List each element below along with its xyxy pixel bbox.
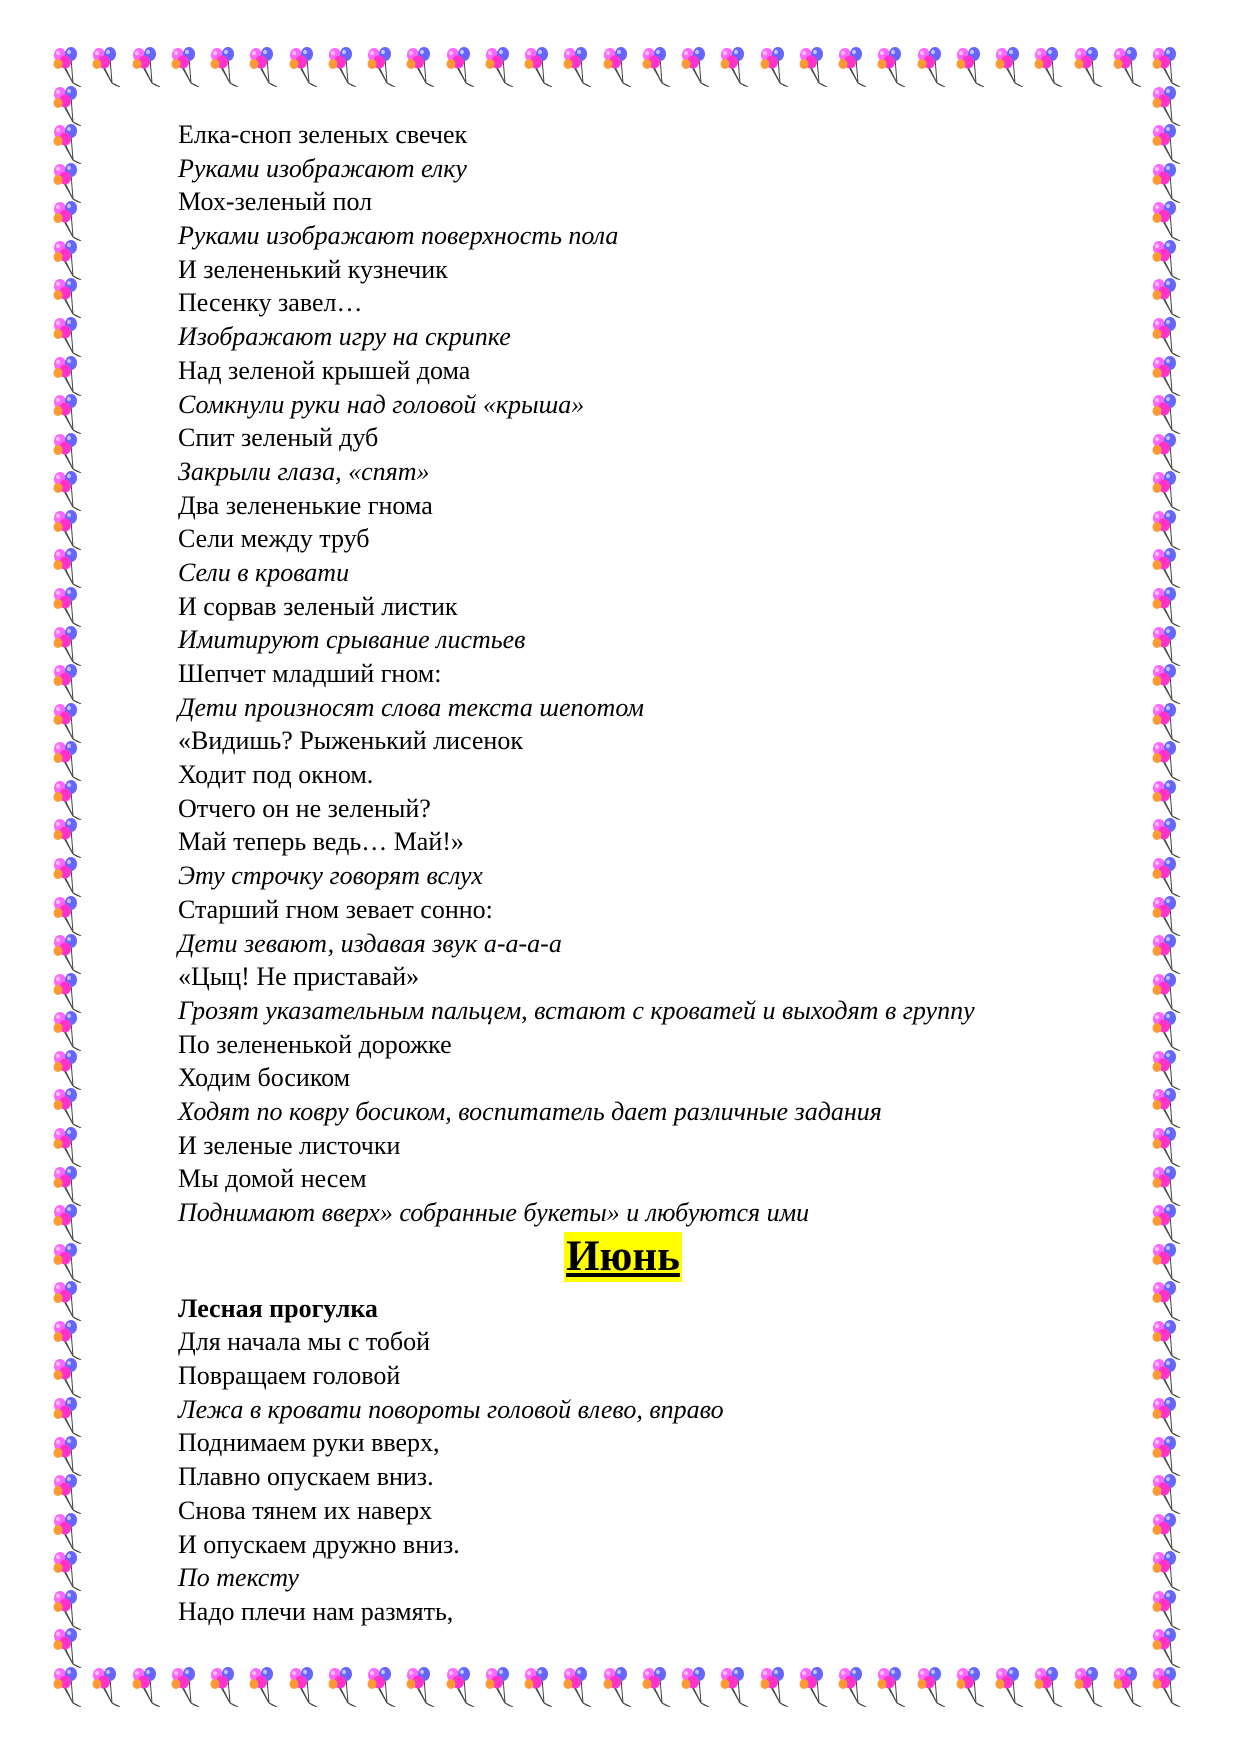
balloons-icon	[1150, 1667, 1184, 1707]
balloons-icon	[51, 1436, 85, 1476]
balloons-icon	[1150, 896, 1184, 936]
balloons-icon	[1150, 1127, 1184, 1167]
balloons-icon	[954, 1667, 988, 1707]
balloons-icon	[1150, 1474, 1184, 1514]
poem-section-2	[178, 1325, 1098, 1628]
balloons-icon	[797, 47, 831, 87]
balloons-icon	[247, 47, 281, 87]
verse-line: Ходит под окном.	[178, 760, 374, 790]
balloons-icon	[130, 47, 164, 87]
balloons-icon	[51, 1011, 85, 1051]
balloons-icon	[51, 240, 85, 280]
balloons-icon	[51, 1590, 85, 1630]
balloons-icon	[51, 1667, 85, 1707]
verse-line: «Видишь? Рыженький лисенок	[178, 726, 523, 756]
instruction-line: Эту строчку говорят вслух	[178, 861, 483, 891]
verse-line: Надо плечи нам размять,	[178, 1596, 454, 1626]
balloons-icon	[326, 47, 360, 87]
balloons-icon	[1150, 471, 1184, 511]
balloons-icon	[404, 1667, 438, 1707]
instruction-line: Имитируют срывание листьев	[178, 625, 526, 655]
balloons-icon	[51, 1320, 85, 1360]
balloons-icon	[51, 471, 85, 511]
balloons-icon	[1150, 47, 1184, 87]
balloons-icon	[51, 124, 85, 164]
balloons-icon	[1150, 163, 1184, 203]
balloons-icon	[51, 548, 85, 588]
balloons-icon	[51, 86, 85, 126]
instruction-line: Руками изображают поверхность пола	[178, 221, 619, 251]
balloons-icon	[51, 278, 85, 318]
balloons-icon	[51, 1243, 85, 1283]
verse-line: Два зелененькие гнома	[178, 490, 433, 520]
balloons-icon	[51, 356, 85, 396]
verse-line: Спит зеленый дуб	[178, 423, 379, 453]
balloons-icon	[1150, 626, 1184, 666]
balloons-icon	[718, 1667, 752, 1707]
balloons-icon	[718, 47, 752, 87]
balloons-icon	[51, 664, 85, 704]
verse-line: Сели между труб	[178, 524, 370, 554]
balloons-icon	[875, 1667, 909, 1707]
balloons-icon	[679, 1667, 713, 1707]
instruction-line: Поднимают вверх» собранные букеты» и любуются ими	[178, 1198, 810, 1227]
balloons-icon	[51, 394, 85, 434]
balloons-icon	[1150, 1358, 1184, 1398]
balloons-icon	[1150, 240, 1184, 280]
balloons-icon	[1150, 1397, 1184, 1437]
balloons-icon	[287, 1667, 321, 1707]
balloons-icon	[1150, 1011, 1184, 1051]
balloons-icon	[51, 163, 85, 203]
instruction-line: Дети произносят слова текста шепотом	[178, 692, 644, 722]
verse-line: По зелененькой дорожке	[178, 1029, 452, 1059]
balloons-icon	[208, 1667, 242, 1707]
balloons-icon	[365, 47, 399, 87]
balloons-icon	[1150, 278, 1184, 318]
balloons-icon	[640, 1667, 674, 1707]
instruction-line: Закрыли глаза, «спят»	[178, 456, 430, 486]
balloons-icon	[1032, 47, 1066, 87]
balloons-icon	[875, 47, 909, 87]
balloons-icon	[1150, 664, 1184, 704]
verse-line: Елка-сноп зеленых свечек	[178, 120, 468, 149]
balloons-icon	[1150, 1590, 1184, 1630]
balloons-icon	[51, 587, 85, 627]
balloons-icon	[1150, 1628, 1184, 1668]
instruction-line: Ходят по ковру босиком, воспитатель дает различные задания	[178, 1096, 882, 1126]
balloons-icon	[51, 934, 85, 974]
verse-line: И опускаем дружно вниз.	[178, 1529, 460, 1559]
verse-line: Ходим босиком	[178, 1063, 351, 1093]
balloons-icon	[444, 47, 478, 87]
balloons-icon	[1150, 973, 1184, 1013]
balloons-icon	[915, 47, 949, 87]
balloons-icon	[1150, 1243, 1184, 1283]
balloons-icon	[1150, 587, 1184, 627]
verse-line: Май теперь ведь… Май!»	[178, 827, 464, 857]
section-heading: Июнь	[566, 1232, 680, 1280]
balloons-icon	[836, 1667, 870, 1707]
balloons-icon	[1150, 510, 1184, 550]
balloons-icon	[1150, 1436, 1184, 1476]
balloons-icon	[444, 1667, 478, 1707]
balloons-icon	[1072, 47, 1106, 87]
balloons-icon	[51, 1088, 85, 1128]
balloons-icon	[1032, 1667, 1066, 1707]
balloons-icon	[169, 47, 203, 87]
balloons-icon	[51, 741, 85, 781]
balloons-icon	[1150, 548, 1184, 588]
balloons-icon	[836, 47, 870, 87]
instruction-line: Сели в кровати	[178, 557, 350, 587]
balloons-icon	[561, 1667, 595, 1707]
balloons-icon	[954, 47, 988, 87]
verse-line: Для начала мы с тобой	[178, 1327, 431, 1357]
balloons-icon	[1150, 1204, 1184, 1244]
balloons-icon	[51, 1281, 85, 1321]
balloons-icon	[51, 1358, 85, 1398]
balloons-icon	[1150, 1050, 1184, 1090]
verse-line: И зелененький кузнечик	[178, 254, 448, 284]
balloons-icon	[1150, 741, 1184, 781]
verse-line: Снова тянем их наверх	[178, 1495, 433, 1525]
balloons-icon	[1150, 433, 1184, 473]
subheading: Лесная прогулка	[178, 1293, 378, 1323]
balloons-icon	[51, 857, 85, 897]
balloons-icon	[51, 818, 85, 858]
balloons-icon	[1150, 703, 1184, 743]
balloons-icon	[758, 47, 792, 87]
instruction-line: Грозят указательным пальцем, встают с кроватей и выходят в группу	[178, 995, 975, 1025]
verse-line: Отчего он не зеленый?	[178, 793, 431, 823]
verse-line: Песенку завел…	[178, 288, 363, 318]
verse-line: Над зеленой крышей дома	[178, 355, 471, 385]
balloons-icon	[1150, 780, 1184, 820]
balloons-icon	[90, 1667, 124, 1707]
balloons-icon	[1150, 818, 1184, 858]
balloons-icon	[1150, 934, 1184, 974]
balloons-icon	[51, 317, 85, 357]
balloons-icon	[208, 47, 242, 87]
balloons-icon	[601, 1667, 635, 1707]
balloons-icon	[130, 1667, 164, 1707]
balloons-icon	[51, 510, 85, 550]
balloons-icon	[404, 47, 438, 87]
balloons-icon	[51, 703, 85, 743]
balloons-icon	[915, 1667, 949, 1707]
verse-line: Мох-зеленый пол	[178, 187, 373, 217]
balloons-icon	[247, 1667, 281, 1707]
balloons-icon	[51, 1474, 85, 1514]
verse-line: Шепчет младший гном:	[178, 659, 442, 688]
balloons-icon	[640, 47, 674, 87]
verse-line: Повращаем головой	[178, 1361, 401, 1391]
balloons-icon	[483, 47, 517, 87]
verse-line: Старший гном зевает сонно:	[178, 894, 493, 924]
balloons-icon	[1150, 857, 1184, 897]
balloons-icon	[51, 47, 85, 87]
balloons-icon	[1150, 124, 1184, 164]
balloons-icon	[993, 1667, 1027, 1707]
balloons-icon	[1150, 394, 1184, 434]
instruction-line: Изображают игру на скрипке	[178, 322, 511, 352]
balloons-icon	[679, 47, 713, 87]
balloons-icon	[758, 1667, 792, 1707]
balloons-icon	[797, 1667, 831, 1707]
balloons-icon	[51, 1204, 85, 1244]
verse-line: Плавно опускаем вниз.	[178, 1462, 434, 1492]
balloons-icon	[51, 973, 85, 1013]
balloons-icon	[1150, 1513, 1184, 1553]
balloons-icon	[1150, 1166, 1184, 1206]
balloons-icon	[326, 1667, 360, 1707]
balloons-icon	[169, 1667, 203, 1707]
verse-line: И зеленые листочки	[178, 1130, 401, 1160]
verse-line: Мы домой несем	[178, 1164, 367, 1194]
instruction-line: По тексту	[178, 1563, 299, 1593]
balloons-icon	[601, 47, 635, 87]
balloons-icon	[51, 1551, 85, 1591]
balloons-icon	[522, 47, 556, 87]
verse-line: И сорвав зеленый листик	[178, 591, 458, 621]
balloons-icon	[51, 896, 85, 936]
balloons-icon	[51, 1127, 85, 1167]
balloons-icon	[51, 433, 85, 473]
verse-line: Поднимаем руки вверх,	[178, 1428, 440, 1458]
balloons-icon	[1150, 86, 1184, 126]
instruction-line: Дети зевают, издавая звук а-а-а-а	[178, 928, 562, 958]
balloons-icon	[51, 1050, 85, 1090]
balloons-icon	[51, 1166, 85, 1206]
balloons-icon	[1150, 1320, 1184, 1360]
balloons-icon	[1150, 201, 1184, 241]
instruction-line: Сомкнули руки над головой «крыша»	[178, 389, 585, 419]
balloons-icon	[51, 1397, 85, 1437]
balloons-icon	[1072, 1667, 1106, 1707]
instruction-line: Лежа в кровати повороты головой влево, вправо	[178, 1394, 724, 1424]
balloons-icon	[1111, 47, 1145, 87]
document-body	[178, 118, 1098, 1629]
balloons-icon	[1150, 1088, 1184, 1128]
balloons-icon	[51, 201, 85, 241]
balloons-icon	[51, 1628, 85, 1668]
balloons-icon	[1150, 1551, 1184, 1591]
instruction-line: Руками изображают елку	[178, 153, 467, 183]
balloons-icon	[51, 626, 85, 666]
balloons-icon	[1150, 356, 1184, 396]
balloons-icon	[51, 1513, 85, 1553]
balloons-icon	[561, 47, 595, 87]
balloons-icon	[365, 1667, 399, 1707]
balloons-icon	[1150, 1281, 1184, 1321]
section-heading-wrap	[148, 1232, 1098, 1292]
verse-line: «Цыц! Не приставай»	[178, 962, 420, 992]
balloons-icon	[993, 47, 1027, 87]
balloons-icon	[1111, 1667, 1145, 1707]
balloons-icon	[483, 1667, 517, 1707]
balloons-icon	[287, 47, 321, 87]
balloons-icon	[90, 47, 124, 87]
poem-section-1	[178, 118, 1098, 1230]
balloons-icon	[51, 780, 85, 820]
balloons-icon	[1150, 317, 1184, 357]
balloons-icon	[522, 1667, 556, 1707]
